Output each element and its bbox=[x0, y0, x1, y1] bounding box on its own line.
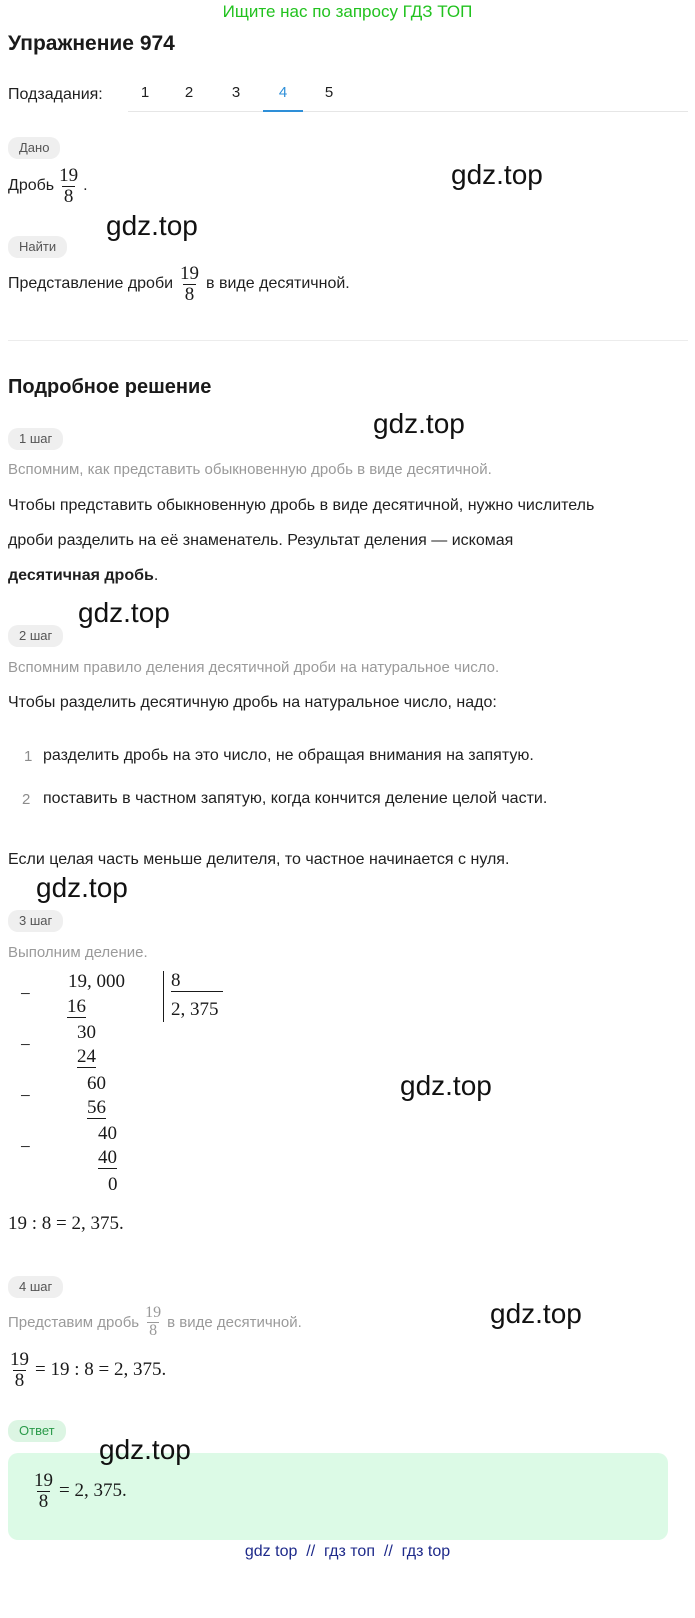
watermark: gdz.top bbox=[106, 210, 198, 241]
fraction-numerator: 19 bbox=[59, 165, 79, 186]
step1-hint: Вспомним, как представить обыкновенную дробь в виде десятичной. bbox=[8, 461, 492, 478]
subtrahend: 24 bbox=[77, 1046, 96, 1067]
fraction-denominator: 8 bbox=[14, 1369, 25, 1391]
answer-rest: = 2, 375. bbox=[59, 1480, 127, 1502]
tab-subtask-3[interactable]: 3 bbox=[231, 84, 241, 101]
footer-links[interactable]: gdz top // гдз топ // гдз top bbox=[244, 1543, 451, 1560]
final-remainder: 0 bbox=[108, 1174, 118, 1195]
fraction-numerator: 19 bbox=[180, 263, 200, 284]
step3-badge: 3 шаг bbox=[8, 910, 63, 932]
section-divider bbox=[8, 340, 688, 341]
step3-hint: Выполним деление. bbox=[8, 944, 148, 961]
find-text-end: в виде десятичной. bbox=[206, 275, 350, 293]
watermark: gdz.top bbox=[400, 1070, 492, 1101]
find-text: Представление дроби bbox=[8, 275, 174, 293]
answer-equation bbox=[32, 1471, 127, 1512]
remainder: 60 bbox=[87, 1073, 106, 1094]
subtrahend: 56 bbox=[87, 1097, 106, 1118]
subtasks-label: Подзадания: bbox=[8, 86, 103, 103]
tab-subtask-4[interactable]: 4 bbox=[263, 84, 303, 112]
step1-line1: Чтобы представить обыкновенную дробь в виде десятичной, нужно числитель bbox=[8, 497, 595, 514]
list-item-number: 1 bbox=[24, 748, 33, 765]
subtrahend: 40 bbox=[98, 1147, 117, 1168]
given-badge: Дано bbox=[8, 137, 60, 159]
step4-hint-text-end: в виде десятичной. bbox=[167, 1313, 302, 1331]
given-text: Дробь bbox=[8, 177, 55, 195]
fraction-numerator: 19 bbox=[145, 1304, 162, 1321]
given-fraction bbox=[57, 166, 80, 207]
step1-period: . bbox=[153, 567, 159, 584]
watermark: gdz.top bbox=[490, 1298, 582, 1329]
fraction-numerator: 19 bbox=[34, 1470, 53, 1491]
watermark: gdz.top bbox=[78, 597, 170, 628]
step1-badge: 1 шаг bbox=[8, 428, 63, 450]
step3-result: 19 : 8 = 2, 375. bbox=[8, 1213, 124, 1234]
solution-heading: Подробное решение bbox=[8, 376, 212, 398]
answer-badge: Ответ bbox=[8, 1420, 66, 1442]
find-badge: Найти bbox=[8, 236, 67, 258]
list-item-number: 2 bbox=[22, 791, 31, 808]
watermark: gdz.top bbox=[99, 1434, 191, 1465]
list-item: поставить в частном запятую, когда кончится деление целой части. bbox=[43, 790, 548, 807]
step1-line3 bbox=[8, 567, 158, 585]
page-title: Упражнение 974 bbox=[8, 32, 175, 55]
divisor: 8 bbox=[171, 971, 223, 992]
step2-badge: 2 шаг bbox=[8, 625, 63, 647]
remainder: 40 bbox=[98, 1123, 117, 1144]
watermark: gdz.top bbox=[451, 159, 543, 190]
fraction-numerator: 19 bbox=[10, 1349, 29, 1370]
given-period: . bbox=[83, 177, 88, 195]
step4-hint-text: Представим дробь bbox=[8, 1313, 140, 1331]
step4-hint-fraction bbox=[143, 1305, 163, 1340]
given-line bbox=[8, 166, 88, 207]
tabs-divider bbox=[128, 111, 688, 112]
step4-equation-rest: = 19 : 8 = 2, 375. bbox=[35, 1359, 167, 1381]
step2-intro: Чтобы разделить десятичную дробь на натуральное число, надо: bbox=[8, 694, 497, 711]
tab-subtask-5[interactable]: 5 bbox=[324, 84, 334, 101]
list-item: разделить дробь на это число, не обращая внимания на запятую. bbox=[43, 747, 534, 764]
find-line bbox=[8, 264, 350, 305]
step1-line2: дроби разделить на её знаменатель. Результат деления — искомая bbox=[8, 532, 514, 549]
step1-bold-term: десятичная дробь bbox=[8, 567, 154, 584]
minus-sign: − bbox=[20, 1137, 31, 1158]
watermark: gdz.top bbox=[36, 872, 128, 903]
fraction-denominator: 8 bbox=[184, 283, 195, 305]
remainder: 30 bbox=[77, 1022, 96, 1043]
find-fraction bbox=[178, 264, 201, 305]
step4-fraction bbox=[8, 1350, 31, 1391]
watermark: gdz.top bbox=[373, 408, 465, 439]
step4-hint bbox=[8, 1305, 302, 1340]
dividend: 19, 000 bbox=[68, 971, 125, 992]
quotient: 2, 375 bbox=[171, 999, 219, 1020]
step2-note: Если целая часть меньше делителя, то частное начинается с нуля. bbox=[8, 851, 510, 868]
fraction-denominator: 8 bbox=[149, 1321, 158, 1339]
tab-subtask-2[interactable]: 2 bbox=[184, 84, 194, 101]
division-bar bbox=[163, 971, 164, 1022]
step4-badge: 4 шаг bbox=[8, 1276, 63, 1298]
promo-banner[interactable]: Ищите нас по запросу ГДЗ ТОП bbox=[222, 2, 473, 21]
minus-sign: − bbox=[20, 1086, 31, 1107]
fraction-denominator: 8 bbox=[63, 185, 74, 207]
step4-equation bbox=[8, 1350, 166, 1391]
tab-subtask-1[interactable]: 1 bbox=[140, 84, 150, 101]
answer-fraction bbox=[32, 1471, 55, 1512]
minus-sign: − bbox=[20, 1035, 31, 1056]
step2-hint: Вспомним правило деления десятичной дроби на натуральное число. bbox=[8, 659, 500, 676]
fraction-denominator: 8 bbox=[38, 1490, 49, 1512]
subtrahend: 16 bbox=[67, 996, 86, 1017]
minus-sign: − bbox=[20, 984, 31, 1005]
